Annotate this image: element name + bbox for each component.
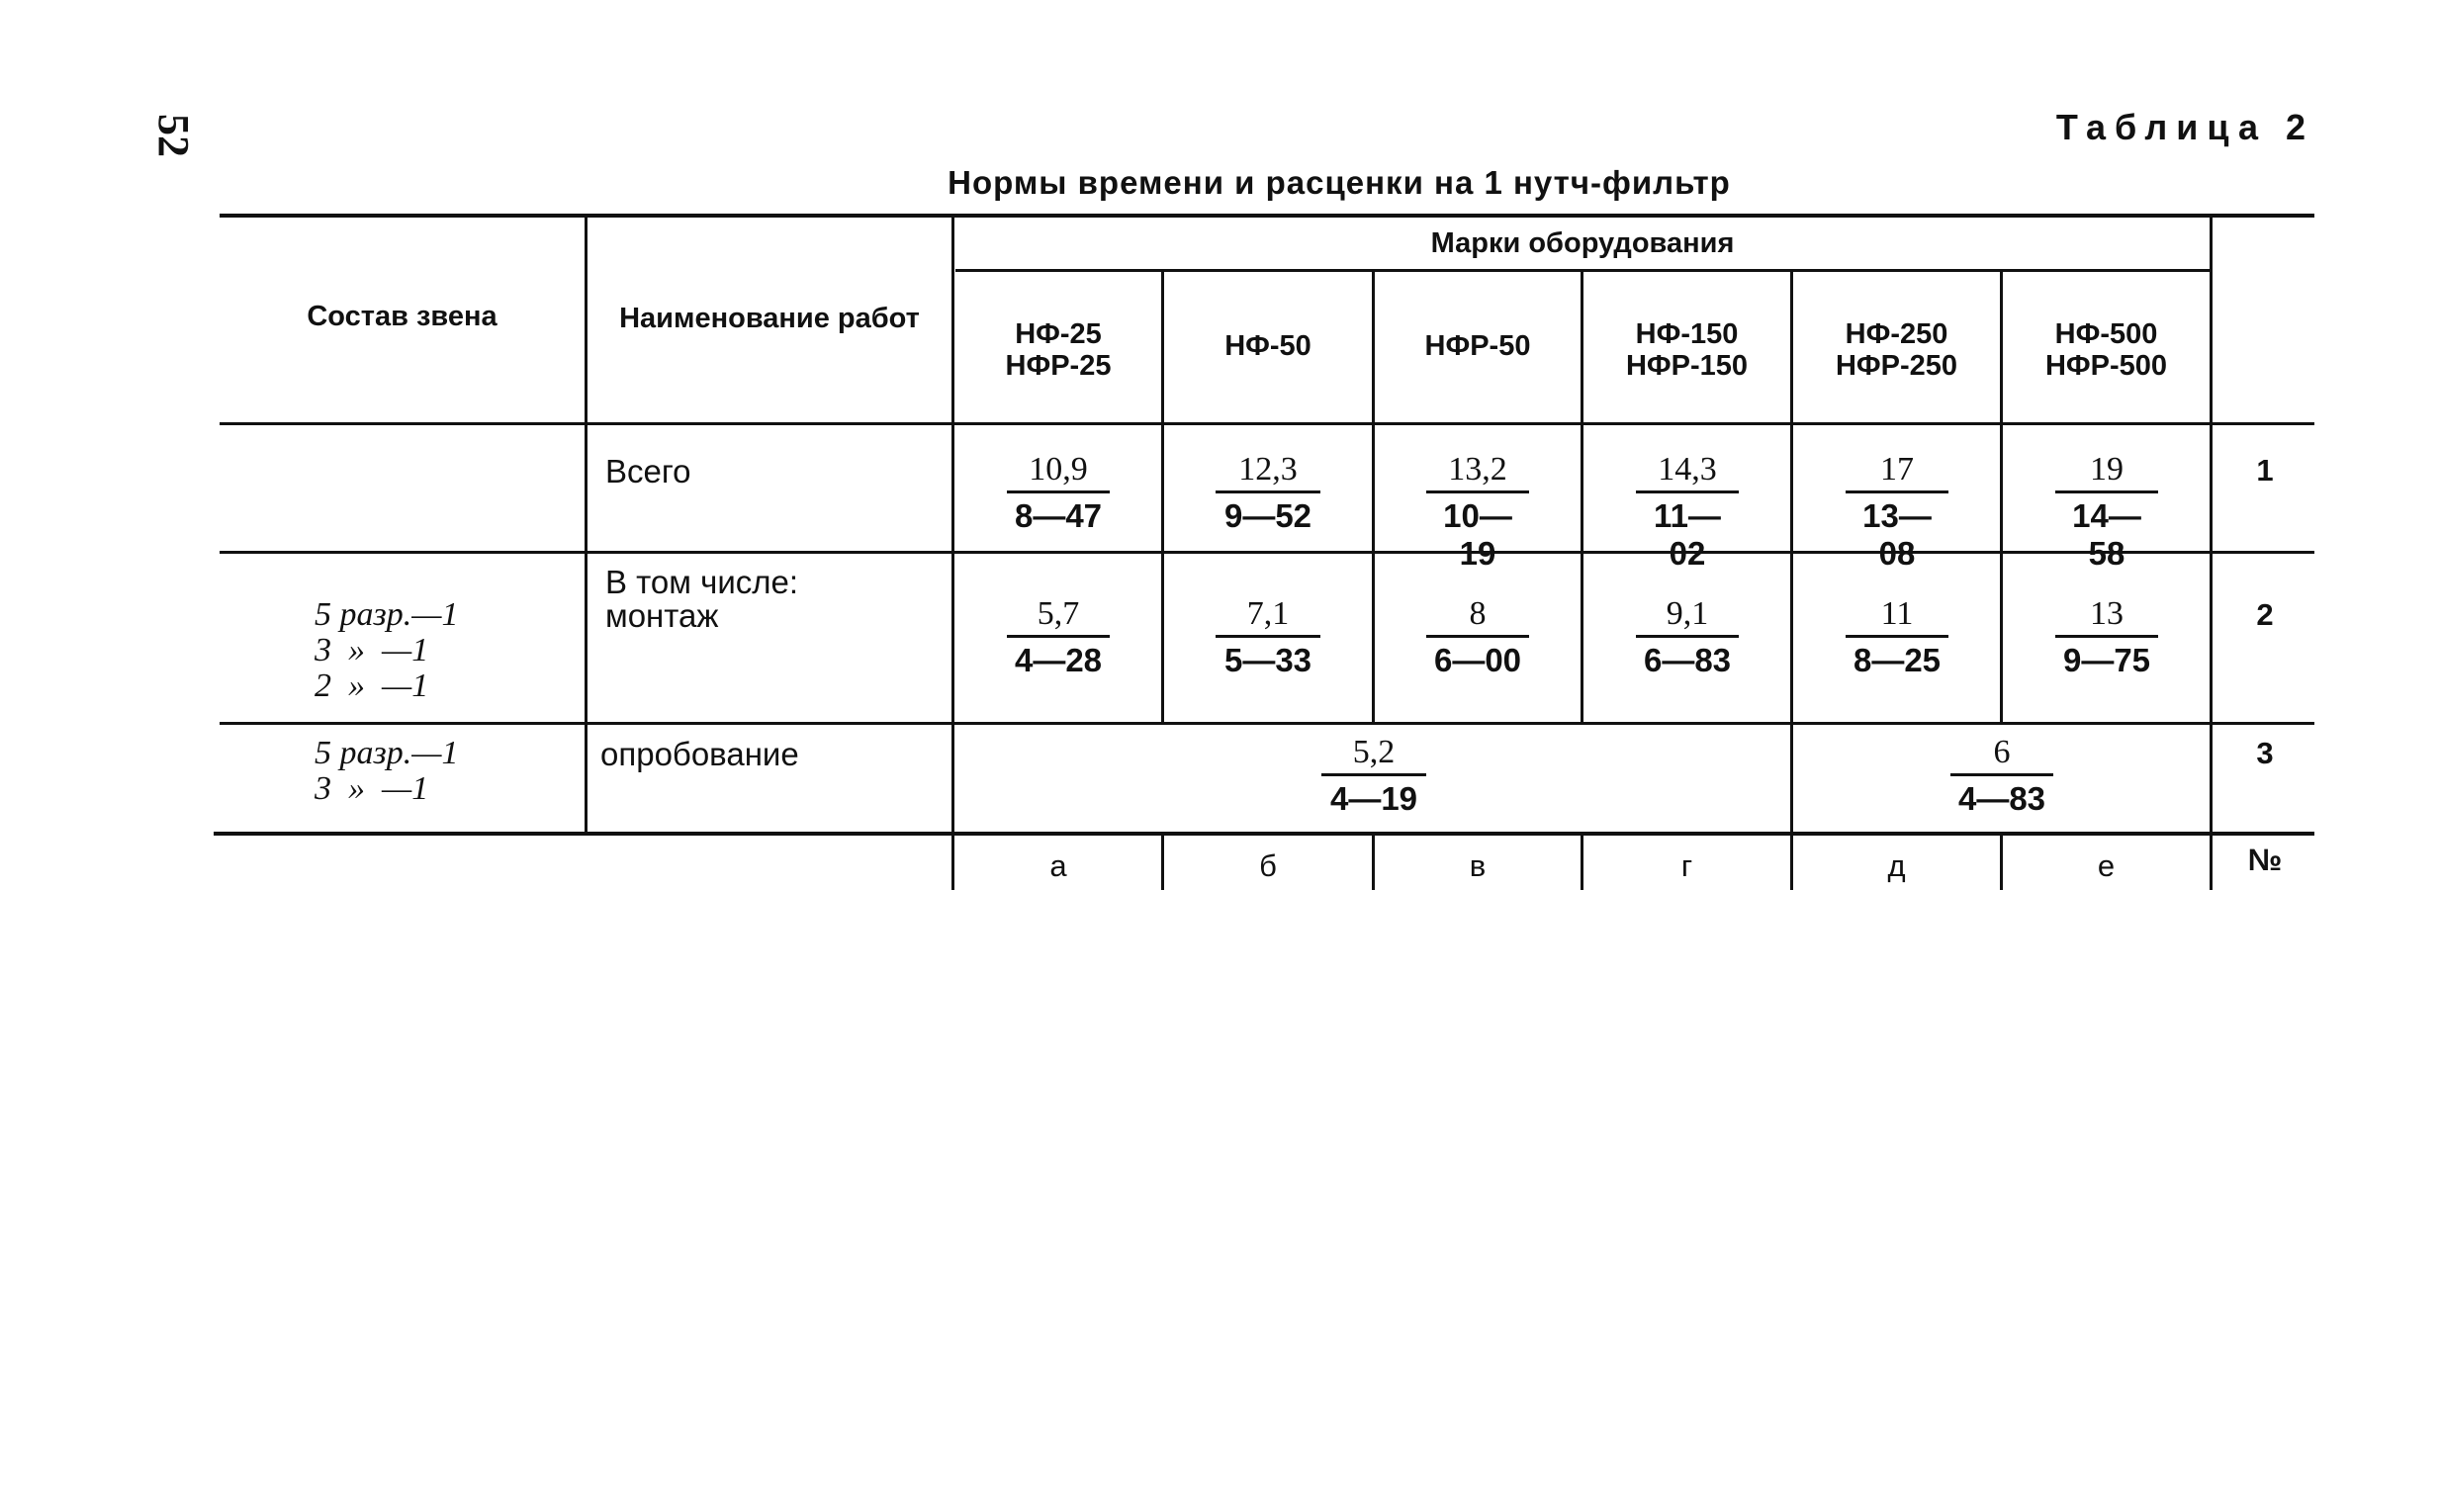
- row1-value-c: [1426, 451, 1529, 573]
- header-work: Наименование работ: [619, 303, 920, 334]
- rate: 10—19: [1443, 497, 1512, 572]
- brand-nfr50: [1375, 330, 1581, 362]
- norm-time: 9,1: [1666, 595, 1709, 632]
- table-label: Таблица 2: [2055, 107, 2314, 147]
- norm-time: 6: [1993, 734, 2011, 770]
- fraction-bar: [1426, 635, 1529, 638]
- row2-crew: [315, 597, 459, 704]
- crew-line: 5 разр.—1: [315, 596, 459, 633]
- brand-nf250: [1793, 318, 2000, 382]
- norm-time: 17: [1880, 451, 1914, 488]
- norm-time: 7,1: [1246, 595, 1290, 632]
- fraction-bar: [1007, 635, 1110, 638]
- column-letter-a: а: [1049, 848, 1067, 883]
- header-brands-group: Марки оборудования: [1430, 227, 1735, 259]
- row2-value-f: [2055, 595, 2158, 679]
- rate: 8—25: [1853, 642, 1942, 678]
- rate: 6—00: [1433, 642, 1522, 678]
- brand-line1: НФР-50: [1424, 330, 1531, 362]
- crew-line: 3 » —1: [315, 770, 429, 807]
- fraction-bar: [1216, 635, 1320, 638]
- rate: 4—83: [1957, 780, 2046, 817]
- rate: 5—33: [1223, 642, 1312, 678]
- row2-work: [605, 566, 798, 633]
- row1-value-f: [2055, 451, 2158, 573]
- column-letter-c: в: [1469, 848, 1487, 883]
- norm-time: 14,3: [1658, 451, 1717, 488]
- rate: 11—02: [1654, 497, 1721, 572]
- fraction-bar: [2055, 635, 2158, 638]
- rate: 4—19: [1329, 780, 1418, 817]
- fraction-bar: [1846, 490, 1948, 493]
- column-letter-f: е: [2097, 848, 2116, 883]
- row1-value-b: [1216, 451, 1320, 535]
- row2-value-b: [1216, 595, 1320, 679]
- brand-line1: НФ-500: [2054, 318, 2158, 350]
- col-work-divider: [951, 216, 954, 890]
- brand-line1: НФ-25: [1015, 318, 1102, 350]
- norm-time: 11: [1880, 595, 1914, 632]
- fraction-bar: [1636, 490, 1739, 493]
- fraction-bar: [1216, 490, 1320, 493]
- column-letter-d: г: [1680, 848, 1693, 883]
- row3-number: 3: [2256, 736, 2274, 770]
- crew-line: 2 » —1: [315, 667, 429, 704]
- rate: 14—58: [2072, 497, 2141, 572]
- norm-time: 5,2: [1352, 734, 1396, 770]
- norm-time: 13,2: [1448, 451, 1507, 488]
- number-sign: №: [2247, 843, 2283, 877]
- row3-work: опробование: [600, 736, 799, 772]
- fraction-bar: [1321, 773, 1426, 776]
- crew-line: 3 » —1: [315, 632, 429, 668]
- row3-crew: [315, 736, 459, 807]
- row1-number: 1: [2256, 453, 2274, 488]
- brand-line2: НФР-25: [1005, 350, 1112, 382]
- rate: 13—08: [1862, 497, 1932, 572]
- brand-line2: НФР-250: [1835, 350, 1958, 382]
- fraction-bar: [2055, 490, 2158, 493]
- row2-value-e: [1846, 595, 1948, 679]
- row1-value-d: [1636, 451, 1739, 573]
- col-f-divider: [2210, 216, 2213, 890]
- rate: 8—47: [1014, 497, 1103, 534]
- row2-number: 2: [2256, 597, 2274, 632]
- column-letter-e: д: [1887, 848, 1906, 883]
- norm-time: 13: [2090, 595, 2124, 632]
- row1-work: Всего: [605, 453, 691, 489]
- brand-nf150: [1583, 318, 1790, 382]
- brand-line1: НФ-50: [1224, 330, 1311, 362]
- table-top-rule: [220, 214, 2314, 218]
- brand-line2: НФР-150: [1625, 350, 1749, 382]
- brand-line2: НФР-500: [2044, 350, 2168, 382]
- work-line: В том числе:: [605, 564, 799, 600]
- rate: 9—75: [2062, 642, 2151, 678]
- brand-line1: НФ-250: [1845, 318, 1948, 350]
- fraction-bar: [1846, 635, 1948, 638]
- fraction-bar: [1636, 635, 1739, 638]
- fraction-bar: [1950, 773, 2053, 776]
- row2-value-a: [1007, 595, 1110, 679]
- column-letter-b: б: [1259, 848, 1277, 883]
- row1-value-e: [1846, 451, 1948, 573]
- brand-line1: НФ-150: [1635, 318, 1739, 350]
- norm-time: 19: [2090, 451, 2124, 488]
- row1-value-a: [1007, 451, 1110, 535]
- work-line: монтаж: [605, 597, 719, 634]
- row2-value-c: [1426, 595, 1529, 679]
- brands-group-rule: [955, 269, 2212, 272]
- norm-time: 12,3: [1238, 451, 1298, 488]
- crew-line: 5 разр.—1: [315, 735, 459, 771]
- brand-nf25: [955, 318, 1161, 382]
- norm-time: 5,7: [1037, 595, 1080, 632]
- norm-time: 10,9: [1029, 451, 1088, 488]
- table-title: Нормы времени и расценки на 1 нутч-фильтр: [948, 164, 1731, 201]
- brand-nf50: [1164, 330, 1372, 362]
- brand-nf500: [2003, 318, 2210, 382]
- header-crew: Состав звена: [307, 301, 497, 332]
- rate: 6—83: [1643, 642, 1732, 678]
- page-number: 52: [149, 114, 198, 157]
- row3-merged-value-def: [1950, 734, 2053, 818]
- rate: 4—28: [1014, 642, 1103, 678]
- fraction-bar: [1007, 490, 1110, 493]
- row2-value-d: [1636, 595, 1739, 679]
- rate: 9—52: [1223, 497, 1312, 534]
- norm-time: 8: [1469, 595, 1487, 632]
- fraction-bar: [1426, 490, 1529, 493]
- row3-merged-value-abc: [1321, 734, 1426, 818]
